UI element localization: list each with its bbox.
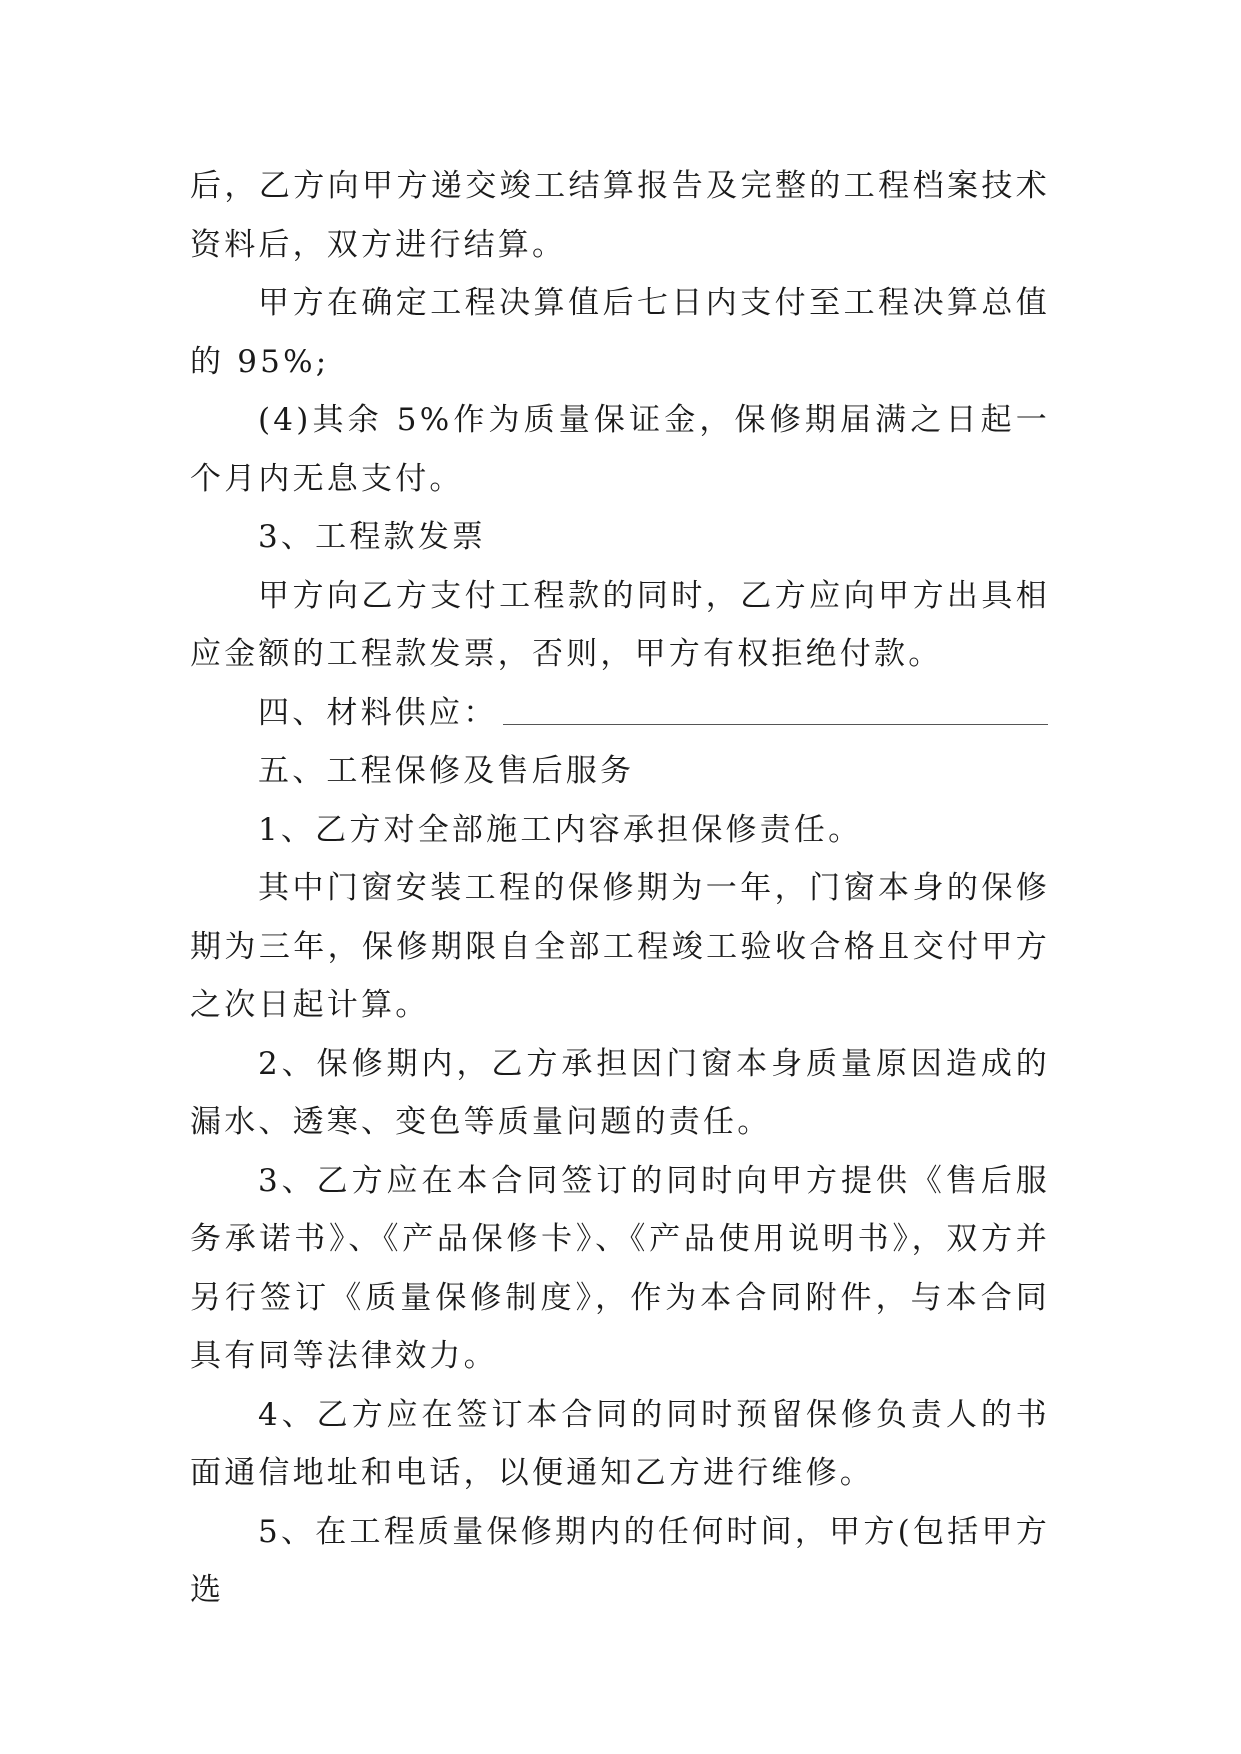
paragraph-payment-95: 甲方在确定工程决算值后七日内支付至工程决算总值的 95%; — [190, 285, 1050, 380]
material-supply-blank — [503, 706, 1048, 725]
paragraph-quality-deposit: (4)其余 5%作为质量保证金，保修期届满之日起一个月内无息支付。 — [190, 402, 1050, 497]
paragraph-invoice: 甲方向乙方支付工程款的同时，乙方应向甲方出具相应金额的工程款发票，否则，甲方有权拒绝付款。 — [190, 577, 1050, 672]
heading-material-supply — [190, 684, 1050, 743]
paragraph-warranty-3: 3、乙方应在本合同签订的同时向甲方提供《售后服务承诺书》、《产品保修卡》、《产品使用说明书》，双方并另行签订《质量保修制度》，作为本合同附件，与本合同具有同等法律效力。 — [190, 1162, 1050, 1374]
paragraph-warranty-period: 其中门窗安装工程的保修期为一年，门窗本身的保修期为三年，保修期限自全部工程竣工验收合格且交付甲方之次日起计算。 — [190, 870, 1050, 1023]
material-supply-label: 四、材料供应： — [258, 694, 498, 731]
document-body — [190, 157, 1050, 1620]
paragraph-warranty-4: 4、乙方应在签订本合同的同时预留保修负责人的书面通信地址和电话，以便通知乙方进行维修。 — [190, 1396, 1050, 1491]
paragraph-warranty-2: 2、保修期内，乙方承担因门窗本身质量原因造成的漏水、透寒、变色等质量问题的责任。 — [190, 1045, 1050, 1140]
heading-warranty-service: 五、工程保修及售后服务 — [258, 753, 635, 789]
heading-invoice: 3、工程款发票 — [258, 519, 487, 555]
paragraph-warranty-1: 1、乙方对全部施工内容承担保修责任。 — [258, 811, 863, 848]
paragraph-settlement: 后，乙方向甲方递交竣工结算报告及完整的工程档案技术资料后，双方进行结算。 — [190, 168, 1050, 263]
paragraph-warranty-5: 5、在工程质量保修期内的任何时间，甲方(包括甲方选 — [190, 1513, 1050, 1608]
